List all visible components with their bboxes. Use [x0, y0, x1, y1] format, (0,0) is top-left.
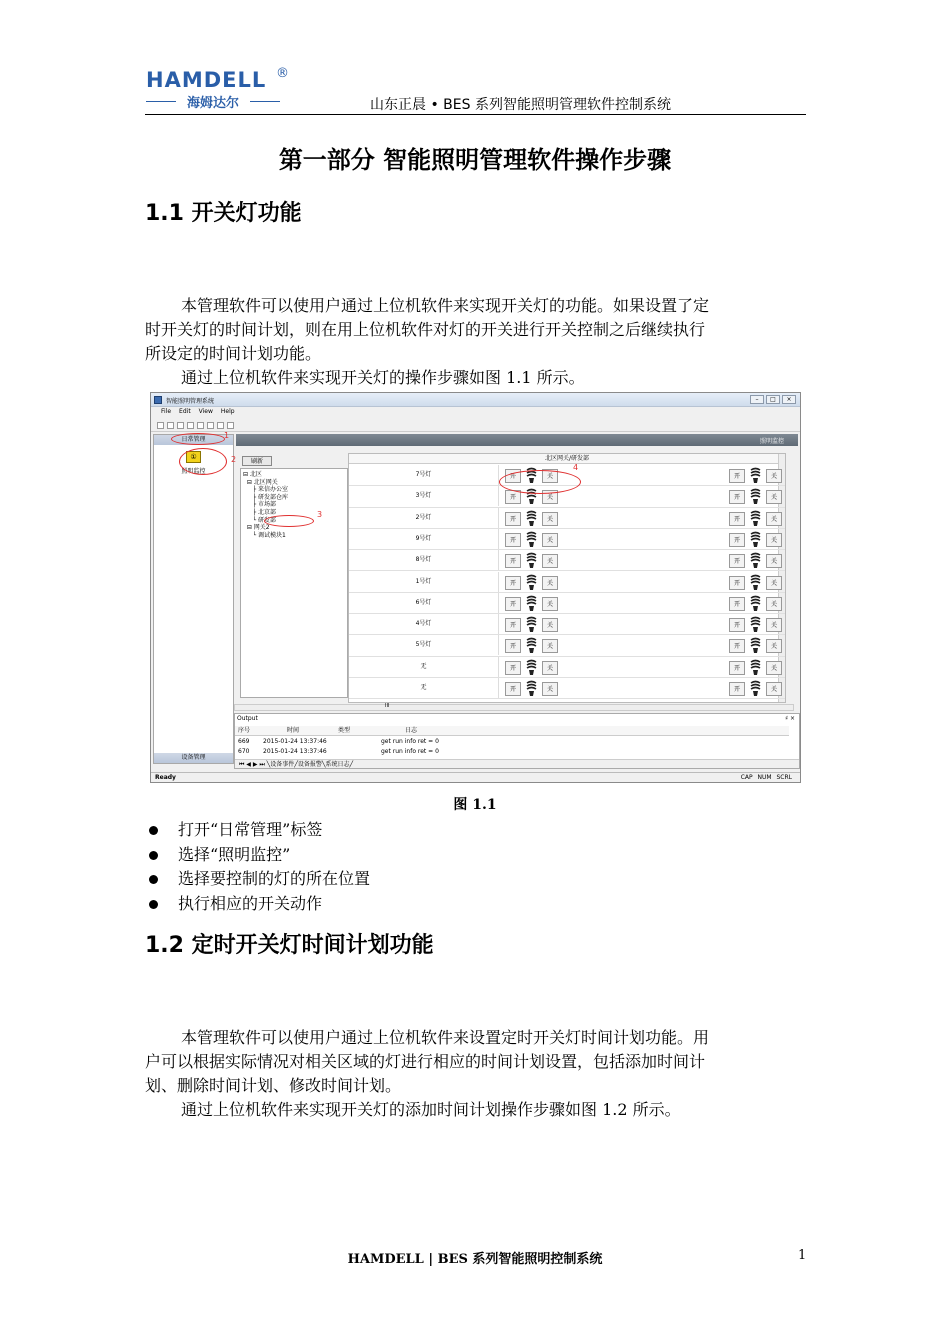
lamp-name: 无 — [349, 657, 499, 677]
lamp-on-button[interactable]: 开 — [729, 512, 745, 526]
print-icon[interactable] — [217, 422, 224, 429]
col-time: 时间 — [287, 727, 300, 734]
annotation-circle-3 — [264, 515, 314, 527]
lamp-off-button[interactable]: 关 — [766, 490, 782, 504]
lamp-bulb-icon — [749, 467, 762, 484]
paragraph-line: 时开关灯的时间计划，则在用上位机软件对灯的开关进行开关控制之后继续执行 — [145, 320, 706, 339]
lamp-on-button[interactable]: 开 — [729, 682, 745, 696]
section-1-2-heading: 1.2 定时开关灯时间计划功能 — [145, 933, 434, 958]
help-icon[interactable] — [227, 422, 234, 429]
lamp-on-button[interactable]: 开 — [505, 469, 521, 483]
lamp-off-button[interactable]: 关 — [766, 533, 782, 547]
lamp-row — [349, 657, 785, 678]
lamp-off-button[interactable]: 关 — [542, 682, 558, 696]
lamp-off-button[interactable]: 关 — [542, 533, 558, 547]
annotation-circle-1 — [171, 433, 225, 445]
lamp-on-button[interactable]: 开 — [505, 618, 521, 632]
tree-node[interactable]: ⊟ 网关2 — [243, 524, 270, 532]
lamp-name: 2号灯 — [349, 508, 499, 528]
lamp-row — [349, 508, 785, 529]
refresh-button[interactable]: 刷新 — [242, 456, 272, 466]
lamp-bulb-icon — [525, 595, 538, 612]
status-text: Ready — [155, 774, 176, 781]
navigation-pane — [153, 434, 237, 764]
lamp-bulb-icon — [749, 510, 762, 527]
lamp-name: 9号灯 — [349, 529, 499, 549]
list-item: 执行相应的开关动作 — [145, 892, 370, 917]
lamp-off-button[interactable]: 关 — [542, 576, 558, 590]
lamp-on-button[interactable]: 开 — [505, 554, 521, 568]
grid-header: 北区网关/研发部 — [349, 454, 785, 464]
section-1-1-heading: 1.1 开关灯功能 — [145, 201, 302, 226]
lamp-on-button[interactable]: 开 — [729, 618, 745, 632]
lighting-monitor-icon[interactable]: ① — [186, 451, 201, 463]
lamp-bulb-icon — [749, 531, 762, 548]
lamp-on-button[interactable]: 开 — [729, 469, 745, 483]
part-title: 第一部分 智能照明管理软件操作步骤 — [278, 146, 672, 174]
annotation-circle-4 — [499, 470, 581, 494]
annotation-number-3: 3 — [317, 510, 323, 519]
lamp-on-button[interactable]: 开 — [729, 639, 745, 653]
row-index: 670 — [238, 748, 250, 755]
output-pin-close[interactable]: ♯ × — [785, 715, 795, 722]
open-icon[interactable] — [167, 422, 174, 429]
tree-node[interactable]: ├ 市场部 — [243, 501, 277, 509]
lamp-bulb-icon — [525, 531, 538, 548]
lamp-on-button[interactable]: 开 — [729, 576, 745, 590]
tree-node[interactable]: └ 研发部 — [243, 516, 277, 524]
output-panel — [234, 713, 800, 769]
lamp-on-button[interactable]: 开 — [505, 533, 521, 547]
app-icon — [154, 396, 162, 404]
lamp-bulb-icon — [749, 552, 762, 569]
horizontal-scrollbar[interactable] — [234, 704, 794, 711]
logo-text: HAMDELL — [146, 68, 267, 92]
lamp-row — [349, 550, 785, 571]
figure-1-1-screenshot — [150, 392, 801, 783]
list-item: 打开“日常管理”标签 — [145, 818, 370, 843]
lamp-off-button[interactable]: 关 — [542, 469, 558, 483]
row-index: 669 — [238, 738, 250, 745]
lamp-row — [349, 614, 785, 635]
tree-node[interactable]: ├ 北京部 — [243, 508, 277, 516]
table-row — [235, 747, 789, 757]
lamp-bulb-icon — [749, 637, 762, 654]
header-divider — [145, 114, 806, 115]
header-title: 山东正晨 • BES 系列智能照明管理软件控制系统 — [370, 97, 671, 113]
row-log: get run info ret = 0 — [381, 748, 439, 755]
lighting-monitor-label[interactable]: 照明监控 — [181, 468, 206, 475]
logo-subtitle: 海姆达尔 — [146, 92, 280, 111]
lamp-off-button[interactable]: 关 — [766, 576, 782, 590]
lamp-off-button[interactable]: 关 — [542, 490, 558, 504]
lamp-on-button[interactable]: 开 — [505, 512, 521, 526]
main-panel-title: 照明监控 — [759, 438, 784, 445]
paragraph-line: 通过上位机软件来实现开关灯的操作步骤如图 1.1 所示。 — [181, 368, 585, 387]
lamp-off-button[interactable]: 关 — [542, 512, 558, 526]
minimize-button[interactable]: – — [750, 395, 764, 404]
list-item: 选择要控制的灯的所在位置 — [145, 867, 370, 892]
lamp-bulb-icon — [525, 574, 538, 591]
lamp-off-button[interactable]: 关 — [542, 554, 558, 568]
menu-bar — [151, 408, 235, 419]
steps-list — [145, 818, 370, 917]
close-button[interactable]: × — [782, 395, 796, 404]
paragraph-line: 划、删除时间计划、修改时间计划。 — [145, 1076, 402, 1095]
lamp-row — [349, 635, 785, 656]
company-logo — [146, 68, 296, 112]
save-icon[interactable] — [177, 422, 184, 429]
lamp-off-button[interactable]: 关 — [766, 512, 782, 526]
tree-node[interactable]: └ 调试模块1 — [243, 531, 286, 539]
lamp-on-button[interactable]: 开 — [505, 682, 521, 696]
lamp-on-button[interactable]: 开 — [505, 597, 521, 611]
lamp-on-button[interactable]: 开 — [505, 661, 521, 675]
menu-help[interactable]: Help — [220, 408, 235, 415]
lamp-row — [349, 572, 785, 593]
new-icon[interactable] — [157, 422, 164, 429]
annotation-number-2: 2 — [231, 455, 237, 464]
lamp-name: 4号灯 — [349, 614, 499, 634]
paragraph-line: 户可以根据实际情况对相关区域的灯进行相应的时间计划设置，包括添加时间计 — [145, 1052, 706, 1071]
row-time: 2015-01-24 13:37:46 — [263, 738, 327, 745]
lamp-on-button[interactable]: 开 — [505, 490, 521, 504]
annotation-number-1: 1 — [224, 431, 230, 440]
tree-node[interactable]: ⊟ 北区 — [243, 471, 262, 478]
window-titlebar — [151, 393, 800, 407]
figure-caption: 图 1.1 — [453, 797, 497, 813]
lamp-on-button[interactable]: 开 — [729, 661, 745, 675]
lamp-off-button[interactable]: 关 — [766, 469, 782, 483]
lamp-bulb-icon — [749, 595, 762, 612]
tab-daily-management[interactable]: 日常管理 — [154, 435, 233, 445]
lamp-row — [349, 593, 785, 614]
annotation-number-4: 4 — [573, 463, 579, 472]
lamp-off-button[interactable]: 关 — [766, 682, 782, 696]
paragraph-line: 本管理软件可以使用户通过上位机软件来设置定时开关灯时间计划功能。用 — [181, 1028, 710, 1047]
lamp-row — [349, 529, 785, 550]
paragraph-line: 通过上位机软件来实现开关灯的添加时间计划操作步骤如图 1.2 所示。 — [181, 1100, 681, 1119]
lamp-name: 1号灯 — [349, 572, 499, 592]
lamp-name: 3号灯 — [349, 486, 499, 506]
output-title: Output — [237, 715, 258, 722]
col-log: 日志 — [405, 727, 418, 734]
page-footer: HAMDELL | BES 系列智能照明控制系统 — [347, 1252, 603, 1267]
lamp-bulb-icon — [749, 680, 762, 697]
section-1-2-paragraph — [145, 1026, 807, 1122]
main-panel-header — [236, 434, 798, 446]
lamp-name: 5号灯 — [349, 635, 499, 655]
tree-node[interactable]: ├ 来信办公室 — [243, 486, 289, 494]
lamp-off-button[interactable]: 关 — [542, 661, 558, 675]
lamp-bulb-icon — [525, 637, 538, 654]
list-item: 选择“照明监控” — [145, 843, 370, 868]
logo-registered-mark: ® — [276, 66, 289, 81]
status-bar — [151, 772, 800, 782]
lamp-on-button[interactable]: 开 — [505, 576, 521, 590]
copy-icon[interactable] — [197, 422, 204, 429]
tab-device-management[interactable]: 设备管理 — [154, 753, 233, 763]
output-table-header — [235, 726, 789, 736]
lamp-row — [349, 678, 785, 699]
window-title: 智能照明管理系统 — [166, 398, 215, 405]
lamp-bulb-icon — [749, 616, 762, 633]
toolbar — [151, 420, 800, 432]
lamp-bulb-icon — [749, 574, 762, 591]
lamp-off-button[interactable]: 关 — [542, 597, 558, 611]
row-log: get run info ret = 0 — [381, 738, 439, 745]
menu-file[interactable]: File — [161, 408, 172, 415]
lamp-name: 无 — [349, 678, 499, 698]
annotation-circle-2 — [179, 448, 227, 475]
lamp-off-button[interactable]: 关 — [766, 661, 782, 675]
menu-view[interactable]: View — [198, 408, 213, 415]
lamp-name: 8号灯 — [349, 550, 499, 570]
lamp-bulb-icon — [749, 488, 762, 505]
lamp-off-button[interactable]: 关 — [542, 639, 558, 653]
lamp-on-button[interactable]: 开 — [729, 533, 745, 547]
output-tabs[interactable]: ⏮ ◀ ▶ ⏭ ╲设备事件╱设备报警╲系统日志╱ — [235, 759, 799, 768]
lamp-bulb-icon — [525, 510, 538, 527]
page-number: 1 — [798, 1248, 807, 1263]
lamp-off-button[interactable]: 关 — [766, 618, 782, 632]
location-tree[interactable] — [240, 468, 348, 698]
lamp-on-button[interactable]: 开 — [729, 597, 745, 611]
paragraph-line: 本管理软件可以使用户通过上位机软件来实现开关灯的功能。如果设置了定 — [181, 296, 710, 315]
col-index: 序号 — [238, 727, 251, 734]
lamp-bulb-icon — [525, 552, 538, 569]
status-indicators: CAP NUM SCRL — [740, 774, 792, 781]
lamp-name: 6号灯 — [349, 593, 499, 613]
lamp-off-button[interactable]: 关 — [766, 597, 782, 611]
lamp-name: 7号灯 — [349, 465, 499, 485]
scroll-thumb-grip: III — [385, 703, 390, 709]
lamp-off-button[interactable]: 关 — [542, 618, 558, 632]
maximize-button[interactable]: □ — [766, 395, 780, 404]
paste-icon[interactable] — [207, 422, 214, 429]
lamp-off-button[interactable]: 关 — [766, 554, 782, 568]
lamp-on-button[interactable]: 开 — [729, 490, 745, 504]
lamp-bulb-icon — [525, 659, 538, 676]
section-1-1-paragraph — [145, 294, 807, 390]
lamp-off-button[interactable]: 关 — [766, 639, 782, 653]
lamp-bulb-icon — [525, 680, 538, 697]
lamp-bulb-icon — [749, 659, 762, 676]
row-time: 2015-01-24 13:37:46 — [263, 748, 327, 755]
paragraph-line: 所设定的时间计划功能。 — [145, 344, 322, 363]
lamp-bulb-icon — [525, 616, 538, 633]
lamp-on-button[interactable]: 开 — [505, 639, 521, 653]
menu-edit[interactable]: Edit — [179, 408, 191, 415]
lamp-on-button[interactable]: 开 — [729, 554, 745, 568]
tree-node[interactable]: ├ 研发部仓库 — [243, 493, 289, 501]
table-row — [235, 737, 789, 747]
cut-icon[interactable] — [187, 422, 194, 429]
tree-node[interactable]: ⊟ 北区网关 — [243, 478, 278, 486]
col-type: 类型 — [338, 727, 351, 734]
